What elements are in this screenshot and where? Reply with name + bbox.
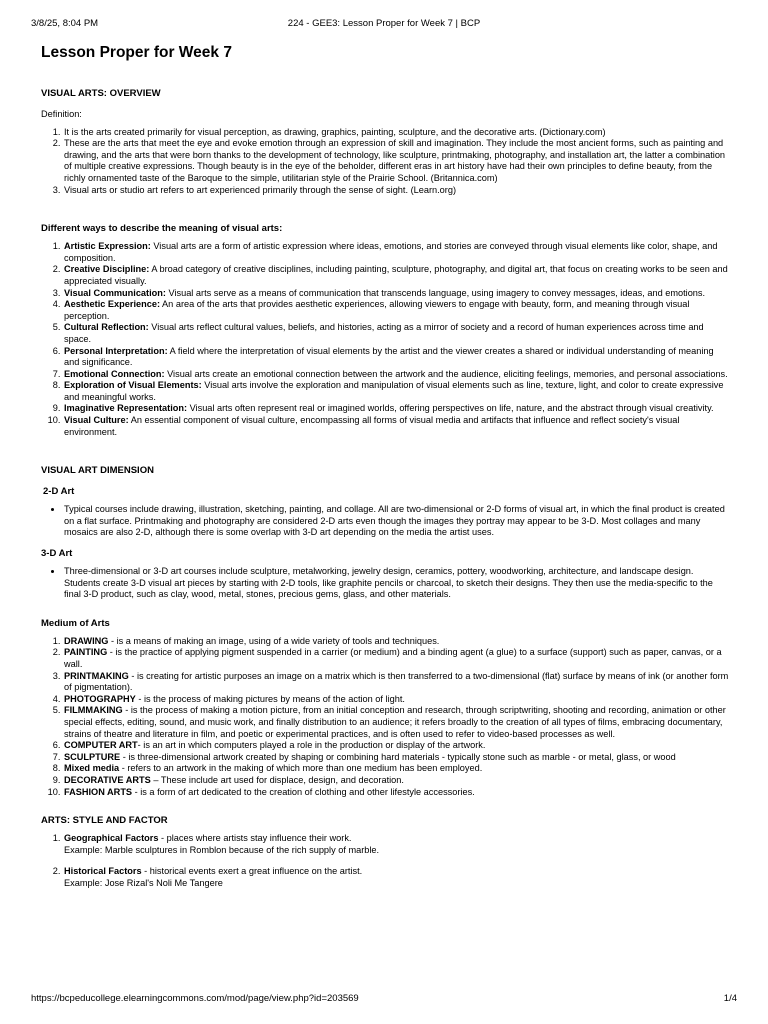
list-item: 5. FILMMAKING - is the process of making a motion picture, from an initial conception and research, through scriptwriting, shooting and recording, animation or other special effects, editing, sound, and music work, and finally distribution to an audience; it refers broadly to the creation of all types of films, embracing documentary, strains of theatre and literature in film, and poetic or experimental practices, and is often used to refer to video-based processes as well.: [63, 705, 731, 740]
list-item: 2. Historical Factors - historical events exert a great influence on the artist. Example: Jose Rizal's Noli Me Tangere: [63, 866, 731, 889]
list-item: 4. PHOTOGRAPHY - is the process of making pictures by means of the action of light.: [63, 694, 731, 706]
print-page-title: 224 - GEE3: Lesson Proper for Week 7 | BCP: [287, 18, 481, 29]
list-item: 3. PRINTMAKING - is creating for artistic purposes an image on a matrix which is then transferred to a two-dimensional (flat) surface by means of ink (or another form of pigmentation).: [63, 671, 731, 694]
list-item: 7. SCULPTURE - is three-dimensional artwork created by shaping or combining hard materials - typically stone such as marble - or metal, glass, or wood: [63, 752, 731, 764]
list-item: 1. Artistic Expression: Visual arts are a form of artistic expression where ideas, emotions, and stories are conveyed through visual elements like color, shape, and composition.: [63, 241, 731, 264]
two-d-list: [41, 504, 731, 539]
overview-heading: VISUAL ARTS: OVERVIEW: [41, 88, 161, 99]
style-factor-list: [41, 833, 731, 889]
list-item: 9. DECORATIVE ARTS – These include art used for displace, design, and decoration.: [63, 775, 731, 787]
list-item: • Three-dimensional or 3-D art courses include sculpture, metalworking, jewelry design, ceramics, pottery, woodworking, architecture, and landscape design. Students create 3-D visual art pieces by starting with 2-D tools, like graphite pencils or charcoal, to sketch their designs. They then use the media-specific to the final 3-D product, such as clay, wood, metal, stones, precious gems, glass, and other materials.: [63, 566, 731, 601]
medium-list: [41, 636, 731, 798]
list-item: 7. Emotional Connection: Visual arts create an emotional connection between the artwork and the audience, eliciting feelings, memories, and personal associations.: [63, 369, 731, 381]
list-item: 9. Imaginative Representation: Visual arts often represent real or imagined worlds, offering perspectives on life, nature, and the abstract through visual creativity.: [63, 403, 731, 415]
example-text: Example: Marble sculptures in Romblon because of the rich supply of marble.: [64, 844, 380, 855]
meanings-list: [41, 241, 731, 438]
list-item: 8. Exploration of Visual Elements: Visual arts involve the exploration and manipulation of visual elements such as line, texture, light, and color to create expressive and meaningful works.: [63, 380, 731, 403]
list-item: 2. PAINTING - is the practice of applying pigment suspended in a carrier (or medium) and a binding agent (a glue) to a surface (support) such as paper, canvas, or a wall.: [63, 647, 731, 670]
page-content: [41, 40, 731, 890]
list-item: 1. DRAWING - is a means of making an image, using of a wide variety of tools and techniques.: [63, 636, 731, 648]
print-datetime: 3/8/25, 8:04 PM: [31, 18, 99, 29]
three-d-list: [41, 566, 731, 601]
list-item: 3. Visual Communication: Visual arts serve as a means of communication that transcends language, using imagery to convey messages, ideas, and emotions.: [63, 288, 731, 300]
list-item: 2. Creative Discipline: A broad category of creative disciplines, including painting, sculpture, photography, and digital art, that focus on creating works to be seen and appreciated visually.: [63, 264, 731, 287]
page-url: https://bcpeducollege.elearningcommons.com/mod/page/view.php?id=203569: [31, 993, 359, 1004]
print-footer: [31, 993, 737, 1004]
medium-heading: Medium of Arts: [41, 617, 110, 629]
page-number: 1/4: [723, 993, 737, 1004]
list-item: 10. Visual Culture: An essential component of visual culture, encompassing all forms of visual media and artifacts that influence and reflect society's visual environment.: [63, 415, 731, 438]
style-factor-heading: ARTS: STYLE AND FACTOR: [41, 815, 168, 827]
three-d-heading: 3-D Art: [41, 548, 73, 560]
list-item: 8. Mixed media - refers to an artwork in the making of which more than one medium has been employed.: [63, 763, 731, 775]
meanings-heading: Different ways to describe the meaning of visual arts:: [41, 223, 283, 235]
list-item: 10. FASHION ARTS - is a form of art dedicated to the creation of clothing and other lifestyle accessories.: [63, 787, 731, 799]
list-item: 6. COMPUTER ART- is an art in which computers played a role in the production or display of the artwork.: [63, 740, 731, 752]
list-item: 6. Personal Interpretation: A field where the interpretation of visual elements by the artist and the viewer creates a shared or individual understanding of meaning and significance.: [63, 346, 731, 369]
list-item: • Typical courses include drawing, illustration, sketching, painting, and collage. All are two-dimensional or 2-D forms of visual art, in which the final product is created on a flat surface. Printmaking and photography are considered 2-D arts even though the images they portray may appear to be 3-D. Most collages and many mosaics are also 2-D, although there is some overlap with 3-D art depending on the media the artist uses.: [63, 504, 731, 539]
list-item: 2. These are the arts that meet the eye and evoke emotion through an expression of skill and imagination. They include the most ancient forms, such as painting and drawing, and the arts that were born thanks to the development of technology, like sculpture, printmaking, photography, and installation art, the latter a combination of multiple creative expressions. Though beauty is in the eye of the beholder, different eras in art history have had their own principles to define beauty, from the richly ornamented taste of the Baroque to the simple, utilitarian style of the Prairie School. (Britannica.com): [63, 138, 731, 184]
print-header: [31, 18, 737, 29]
two-d-heading: 2-D Art: [43, 486, 75, 498]
definition-label: Definition:: [41, 109, 82, 119]
list-item: 1. It is the arts created primarily for visual perception, as drawing, graphics, painting, sculpture, and the decorative arts. (Dictionary.com): [63, 127, 731, 139]
list-item: 1. Geographical Factors - places where artists stay influence their work. Example: Marble sculptures in Romblon because of the rich supply of marble.: [63, 833, 731, 856]
list-item: 3. Visual arts or studio art refers to art experienced primarily through the sense of sight. (Learn.org): [63, 185, 731, 197]
definition-list: [41, 127, 731, 197]
page-title: Lesson Proper for Week 7: [41, 44, 232, 61]
list-item: 4. Aesthetic Experience: An area of the arts that provides aesthetic experiences, allowing viewers to engage with beauty, form, and meaning through visual perception.: [63, 299, 731, 322]
dimension-heading: VISUAL ART DIMENSION: [41, 465, 154, 477]
list-item: 5. Cultural Reflection: Visual arts reflect cultural values, beliefs, and histories, acting as a mirror of society and a record of human experiences across time and space.: [63, 322, 731, 345]
example-text: Example: Jose Rizal's Noli Me Tangere: [64, 877, 223, 888]
